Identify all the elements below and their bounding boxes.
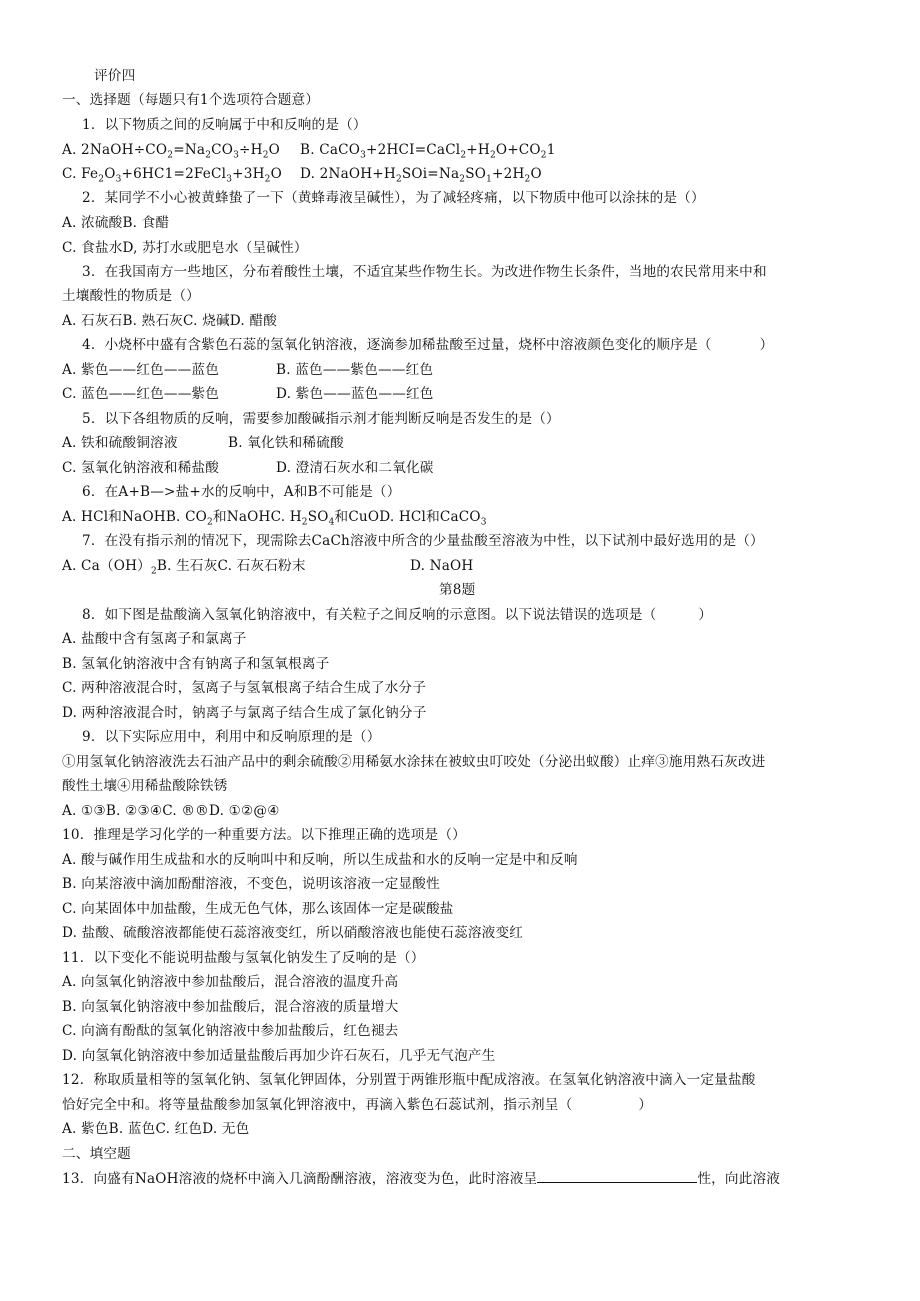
q7-options-abc: A. $Ca(OH)_2B$. 生石灰C. 石灰石粉末 [62,558,306,577]
q13-stem: 13．向盛有NaOH溶液的烧杯中滴入几滴酚酬溶液，溶液变为色，此时溶液呈 性，向此溶液 [62,1168,780,1189]
section-1-title: 一、选择题（每题只有1个选项符合题意） [62,92,320,108]
q12-stem-line2: 恰好完全中和。将等量盐酸参加氢氧化钾溶液中，再滴入紫色石蕊试剂，指示剂呈（ ） [62,1097,653,1113]
section-2-title: 二、填空题 [62,1146,131,1162]
q8-option-d: D. 两种溶液混合时，钠离子与氯离子结合生成了氯化钠分子 [62,705,427,721]
q8-stem: 8．如下图是盐酸滴入氢氧化钠溶液中，有关粒子之间反响的示意图。以下说法错误的选项是（ ） [82,607,713,623]
q1-stem: 1．以下物质之间的反响属于中和反响的是（） [82,117,367,133]
q4-option-d: D. 紫色——蓝色——红色 [276,386,434,402]
q1-option-d: D. $2NaOH+H_2SOi=Na_2SO_1+2H_2O$ [300,166,542,185]
q9-statements-line2: 酸性土壤④用稀盐酸除铁锈 [62,778,228,794]
q5-option-b: B. 氧化铁和稀硫酸 [228,435,344,451]
q11-option-a: A. 向氢氧化钠溶液中参加盐酸后，混合溶液的温度升高 [62,974,399,990]
q2-options-ab: A. 浓硫酸B. 食醋 [62,215,170,231]
q10-stem: 10．推理是学习化学的一种重要方法。以下推理正确的选项是（） [62,827,466,843]
q11-stem: 11．以下变化不能说明盐酸与氢氧化钠发生了反响的是（） [62,950,425,966]
q11-option-c: C. 向滴有酚酞的氢氧化钠溶液中参加盐酸后，红色褪去 [62,1023,399,1039]
q4-option-c: C. 蓝色——红色——紫色 [62,386,220,402]
q10-option-d: D. 盐酸、硫酸溶液都能使石蕊溶液变红，所以硝酸溶液也能使石蕊溶液变红 [62,925,524,941]
q2-stem: 2．某同学不小心被黄蜂蛰了一下（黄蜂毒液呈碱性），为了减轻疼痛，以下物质中他可以涂抹的是（） [82,190,705,206]
q9-options: A. ①③B. ②③④C. ®®D. ①②@④ [62,803,280,819]
q1-option-a: A. $2NaOH\div CO_2=Na_2CO_3\div H_2O$ [62,142,280,161]
q5-option-c: C. 氢氧化钠溶液和稀盐酸 [62,460,220,476]
q3-stem-line2: 土壤酸性的物质是（） [62,288,200,304]
q6-stem: 6．在A+B—>盐+水的反响中，A和B不可能是（） [82,484,401,500]
q4-stem: 4．小烧杯中盛有含紫色石蕊的氢氧化钠溶液，逐滴参加稀盐酸至过量，烧杯中溶液颜色变化的顺序是（ ） [82,337,774,353]
doc-header: 评价四 [94,68,136,84]
q4-option-a: A. 紫色——红色——蓝色 [62,362,219,378]
q12-stem-line1: 12．称取质量相等的氢氧化钠、氢氧化钾固体，分别置于两锥形瓶中配成溶液。在氢氧化钠溶液中滴入一定量盐酸 [62,1072,756,1088]
q11-option-b: B. 向氢氧化钠溶液中参加盐酸后，混合溶液的质量增大 [62,999,399,1015]
q7-option-d: D. NaOH [410,558,474,574]
q1-option-b: B. $CaCO_3+2HCI=CaCl_2+H_2O+CO_21$ [300,142,556,161]
q13-answer-blank[interactable] [537,1168,697,1183]
q5-option-a: A. 铁和硫酸铜溶液 [62,435,178,451]
q10-option-c: C. 向某固体中加盐酸，生成无色气体，那么该固体一定是碳酸盐 [62,901,454,917]
q5-stem: 5．以下各组物质的反响，需要参加酸碱指示剂才能判断反响是否发生的是（） [82,411,560,427]
q8-option-a: A. 盐酸中含有氢离子和氯离子 [62,631,247,647]
q6-options: A. HCl和NaOHB. $CO_2$和NaOHC. $H_2SO_4$和CuOD. HCl和CaCO$_3$ [62,509,487,528]
q2-options-cd: C. 食盐水D, 苏打水或肥皂水（呈碱性） [62,240,308,256]
figure-caption: 第8题 [439,582,476,598]
q10-option-a: A. 酸与碱作用生成盐和水的反响叫中和反响，所以生成盐和水的反响一定是中和反响 [62,852,578,868]
q10-option-b: B. 向某溶液中滴加酚酣溶液，不变色，说明该溶液一定显酸性 [62,876,440,892]
q9-statements-line1: ①用氢氧化钠溶液洗去石油产品中的剩余硫酸②用稀氨水涂抹在被蚊虫叮咬处（分泌出蚁酸）止痒③施用熟石灰改进 [62,754,766,770]
q12-options: A. 紫色B. 蓝色C. 红色D. 无色 [62,1121,250,1137]
q8-option-b: B. 氢氧化钠溶液中含有钠离子和氢氧根离子 [62,656,330,672]
q3-stem-line1: 3．在我国南方一些地区，分布着酸性土壤，不适宜某些作物生长。为改进作物生长条件，当地的农民常用来中和 [82,264,767,280]
q8-option-c: C. 两种溶液混合时，氢离子与氢氧根离子结合生成了水分子 [62,680,427,696]
q5-option-d: D. 澄清石灰水和二氧化碳 [276,460,434,476]
q9-stem: 9．以下实际应用中，利用中和反响原理的是（） [82,729,381,745]
q7-stem: 7．在没有指示剂的情况下，现需除去CaCh溶液中所含的少量盐酸至溶液为中性，以下试剂中最好选用的是（） [82,533,764,549]
q11-option-d: D. 向氢氧化钠溶液中参加适量盐酸后再加少许石灰石，几乎无气泡产生 [62,1048,496,1064]
q4-option-b: B. 蓝色——紫色——红色 [276,362,434,378]
q3-options: A. 石灰石B. 熟石灰C. 烧碱D. 醋酸 [62,313,278,329]
q1-option-c: C. $Fe_2O_3+6HC1=2FeCl_3+3H_2O$ [62,166,282,185]
